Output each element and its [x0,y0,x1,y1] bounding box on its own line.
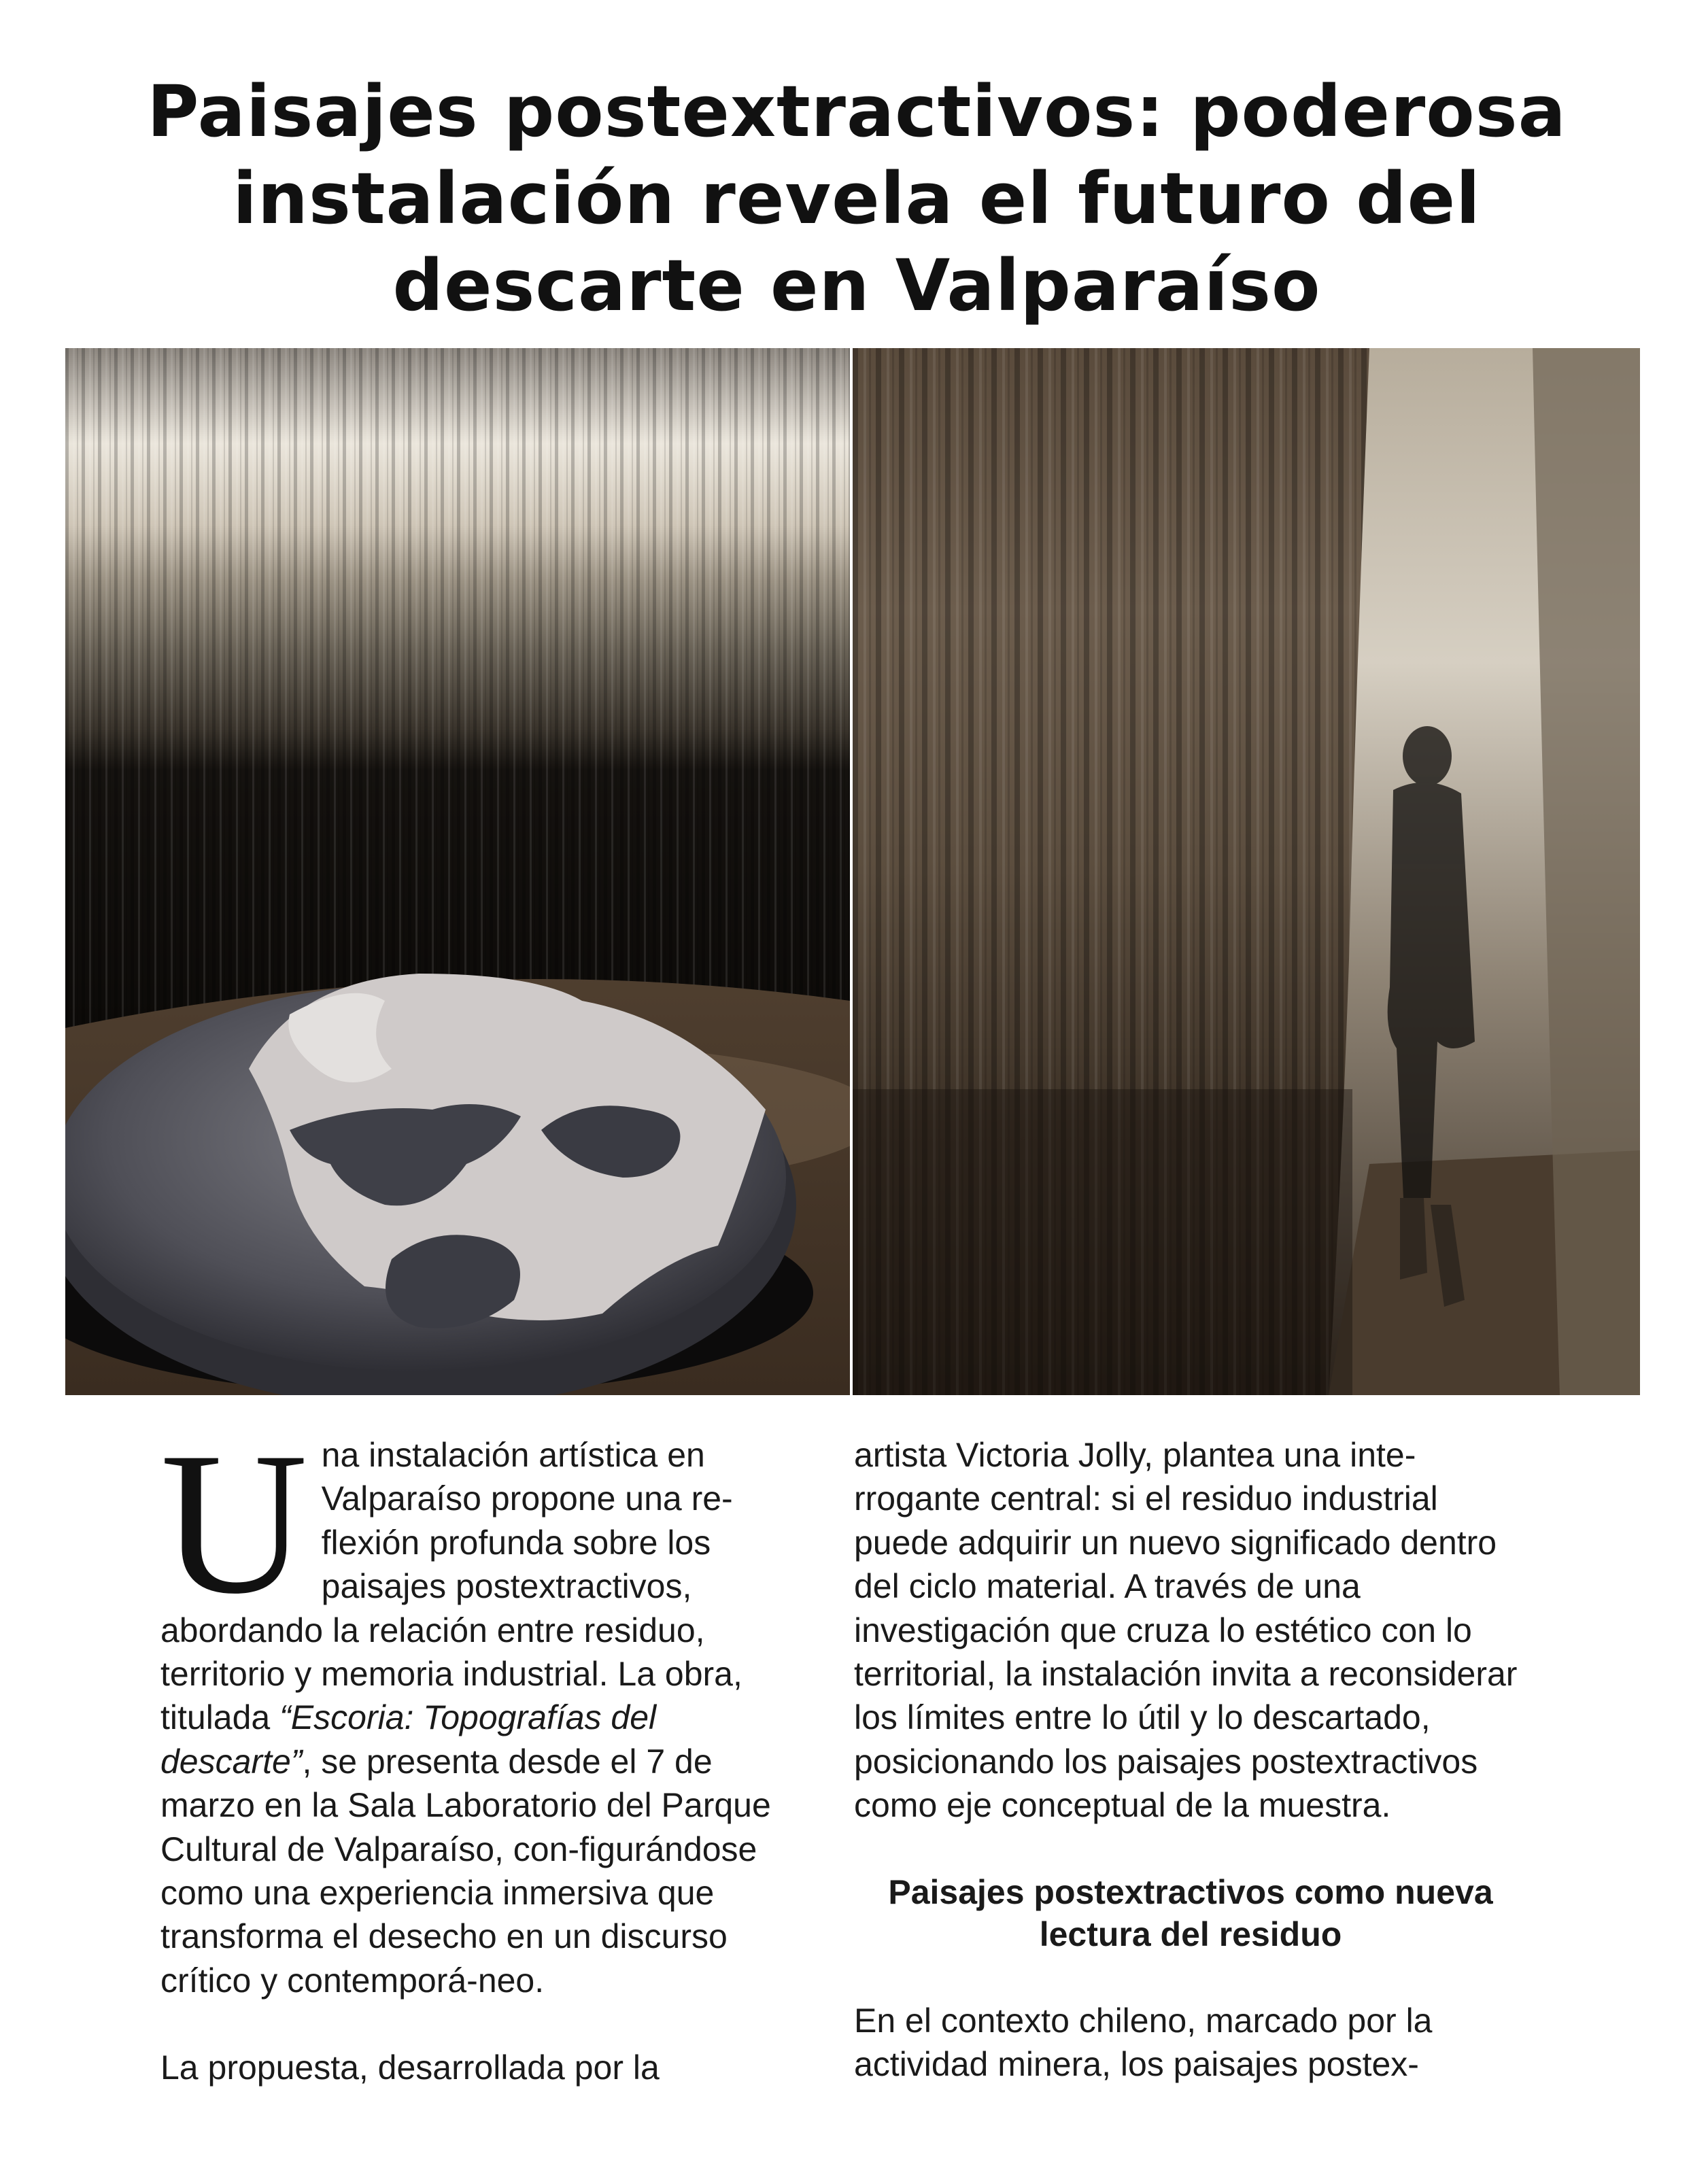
work-title: “Escoria: Topografías del descarte” [160,1698,657,1781]
lead-text-end: , se presenta desde el 7 de marzo en la Sala Laboratorio del Parque Cultural de Valparaíso, con-figurándose como una experiencia inmersiva que transforma el desecho en un discurso crítico y contemporá-neo. [160,1742,771,2000]
lead-paragraph [160,1410,793,2002]
paragraph-2: La propuesta, desarrollada por la [160,2049,660,2087]
installation-photo [65,348,850,1395]
article-title: Paisajes postextractivos: poderosa instalación revela el futuro del descarte en Valparaíso [147,70,1567,327]
visitor-photo [853,348,1640,1395]
article-column-right [854,1433,1527,2086]
paragraph-4: En el contexto chileno, marcado por la actividad minera, los paisajes postex- [854,2001,1433,2084]
section-subheading: Paisajes postextractivos como nueva lectura del residuo [888,1872,1493,1953]
paragraph-3: artista Victoria Jolly, plantea una inte-rrogante central: si el residuo industrial puede adquirir un nuevo significado dentro del ciclo material. A través de una investigación que cruza lo estético con lo territorial, la instalación invita a reconsiderar los límites entre lo útil y lo descartado, posicionando los paisajes postextractivos como eje conceptual de la muestra. [854,1436,1518,1825]
article-column-left [160,1410,793,2090]
drop-cap: U [160,1410,308,1636]
lead-text-start: na instalación artística en Valparaíso propone una re-flexión profunda sobre los paisajes postextractivos, abordando la relación entre residuo, territorio y memoria industrial. La obra, titulada [160,1436,742,1737]
